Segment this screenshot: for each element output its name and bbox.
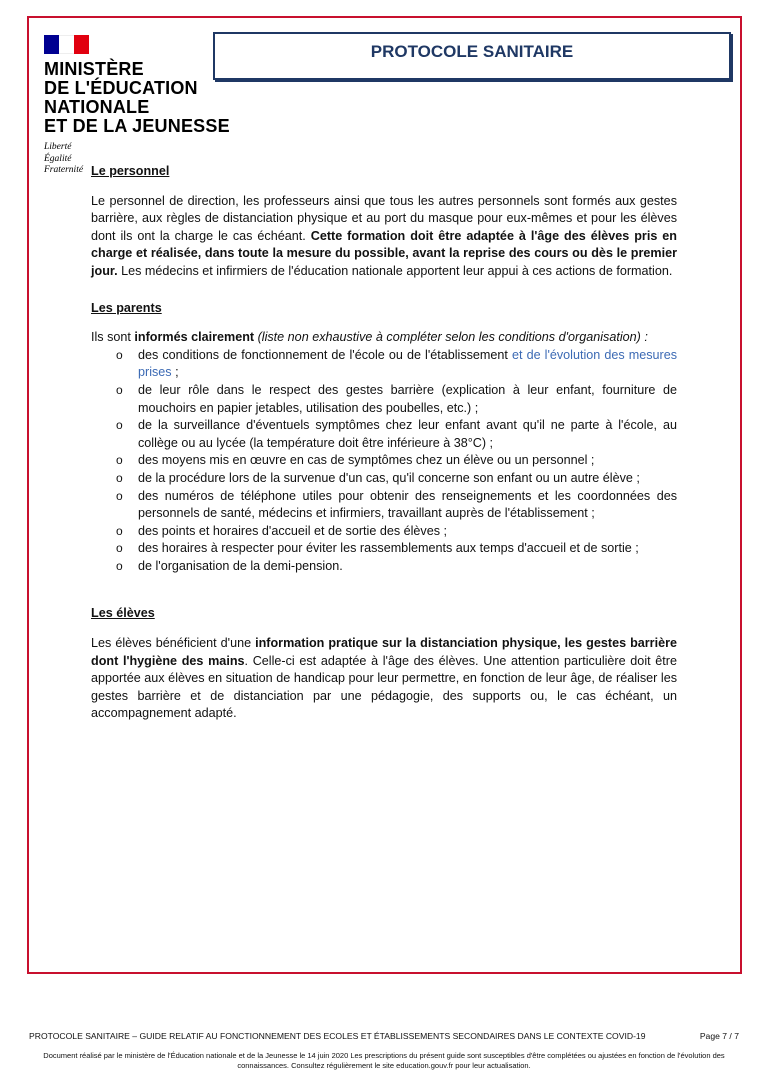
footer-note-line: connaissances. Consultez régulièrement le site education.gouv.fr pour leur actualisation.	[237, 1061, 531, 1070]
ministry-line: MINISTÈRE	[44, 59, 144, 79]
bold-text: informés clairement	[134, 330, 255, 345]
footer-note	[30, 1051, 738, 1071]
list-item-text: des points et horaires d'accueil et de sortie des élèves ;	[138, 523, 448, 538]
list-item-text: de leur rôle dans le respect des gestes barrière (explication à leur enfant, fourniture de mouchoirs en papier jetables, utilisation des poubelles, etc.) ;	[138, 382, 677, 415]
list-item	[91, 347, 677, 382]
bullet-marker: o	[116, 558, 123, 573]
text-run: Le personnel de direction, les professeurs ainsi que tous les autres personnels sont formés aux gestes barrière, aux règles de distanciation physique et au port du masque pour eux-mêmes et pour les élèves dont ils ont la charge le cas échéant.	[91, 193, 677, 243]
list-item-text: de la surveillance d'éventuels symptômes chez leur enfant avant qu'il ne parte à l'école, au collège ou au lycée (la température doit être inférieure à 38°C) ;	[138, 418, 677, 450]
bullet-marker: o	[116, 541, 123, 556]
list-item	[91, 417, 677, 452]
bullet-marker: o	[116, 523, 123, 538]
paragraph-personnel	[91, 193, 677, 281]
bullet-marker: o	[116, 470, 123, 485]
text-run: Les élèves bénéficient d'une	[91, 636, 256, 651]
list-item	[91, 540, 677, 558]
page-number: Page 7 / 7	[699, 1031, 739, 1041]
motto-line: Égalité	[44, 153, 72, 164]
document-title-box	[213, 32, 731, 80]
bullet-marker: o	[116, 418, 123, 433]
ministry-line: NATIONALE	[44, 97, 150, 117]
bullet-marker: o	[116, 453, 123, 468]
motto-line: Liberté	[44, 142, 72, 152]
footer-title: PROTOCOLE SANITAIRE – GUIDE RELATIF AU FONCTIONNEMENT DES ECOLES ET ÉTABLISSEMENTS SECONDAIRES DANS LE CONTEXTE COVID-19	[29, 1031, 646, 1041]
section-heading-eleves: Les élèves	[91, 606, 155, 621]
paragraph-parents-intro	[91, 329, 677, 347]
page-footer	[29, 1031, 739, 1041]
text-run: des conditions de fonctionnement de l'école ou de l'établissement	[138, 347, 512, 362]
bullet-marker: o	[116, 347, 123, 362]
ministry-line: DE L'ÉDUCATION	[44, 78, 198, 98]
text-run: . Celle-ci est adaptée à l'âge des élèves. Une attention particulière doit être apportée aux élèves en situation de handicap pour leur permettre, en fonction de leur âge, de réaliser les gestes barrière et de distanciation par une pédagogie, des supports ou, le cas échéant, un accompagnement adapté.	[91, 653, 677, 721]
section-heading-parents: Les parents	[91, 300, 162, 315]
bold-text: Cette formation doit être adaptée à l'âge des élèves pris en charge et réalisée, dans toute la mesure du possible, avant la reprise des cours ou dès le premier jour.	[91, 228, 677, 278]
list-item	[91, 488, 677, 523]
text-run: Ils sont	[91, 330, 135, 345]
text-run: Les médecins et infirmiers de l'éducation nationale apportent leur appui à ces actions de formation.	[117, 263, 673, 278]
list-item	[91, 452, 677, 470]
parents-list	[91, 347, 677, 576]
highlighted-text: et de l'évolution des mesures prises	[138, 347, 677, 380]
list-item-text: de l'organisation de la demi-pension.	[138, 558, 343, 573]
list-item-text: des horaires à respecter pour éviter les rassemblements aux temps d'accueil et de sortie ;	[138, 541, 639, 556]
list-item	[91, 470, 677, 488]
ministry-name	[44, 60, 230, 136]
bullet-marker: o	[116, 382, 123, 397]
document-body	[91, 163, 677, 723]
list-item-text: de la procédure lors de la survenue d'un cas, qu'il concerne son enfant ou un autre élève ;	[138, 470, 640, 485]
bold-text: information pratique sur la distanciation physique, les gestes barrière dont l'hygiène des mains	[91, 636, 677, 668]
french-flag-logo	[44, 35, 89, 54]
republic-motto	[44, 142, 83, 177]
list-item-text: des numéros de téléphone utiles pour obtenir des renseignements et les coordonnées des personnels de santé, médecins et infirmiers, travaillant auprès de l'établissement ;	[138, 488, 677, 521]
list-item	[91, 382, 677, 417]
paragraph-eleves	[91, 635, 677, 723]
document-title: PROTOCOLE SANITAIRE	[370, 42, 574, 61]
list-item	[91, 523, 677, 541]
list-item-text: des moyens mis en œuvre en cas de symptômes chez un élève ou un personnel ;	[138, 453, 595, 468]
footer-note-line: Document réalisé par le ministère de l'Éducation nationale et de la Jeunesse le 14 juin 2020 Les prescriptions du présent guide sont susceptibles d'être complétées ou ajustées en fonction de l'évolution des	[43, 1051, 725, 1060]
motto-line: Fraternité	[44, 165, 84, 175]
ministry-line: ET DE LA JEUNESSE	[44, 116, 230, 136]
bullet-marker: o	[116, 488, 123, 503]
list-item	[91, 558, 677, 576]
text-run: ;	[171, 365, 179, 380]
italic-text: (liste non exhaustive à compléter selon les conditions d'organisation) :	[254, 330, 648, 345]
section-heading-personnel: Le personnel	[91, 164, 170, 178]
